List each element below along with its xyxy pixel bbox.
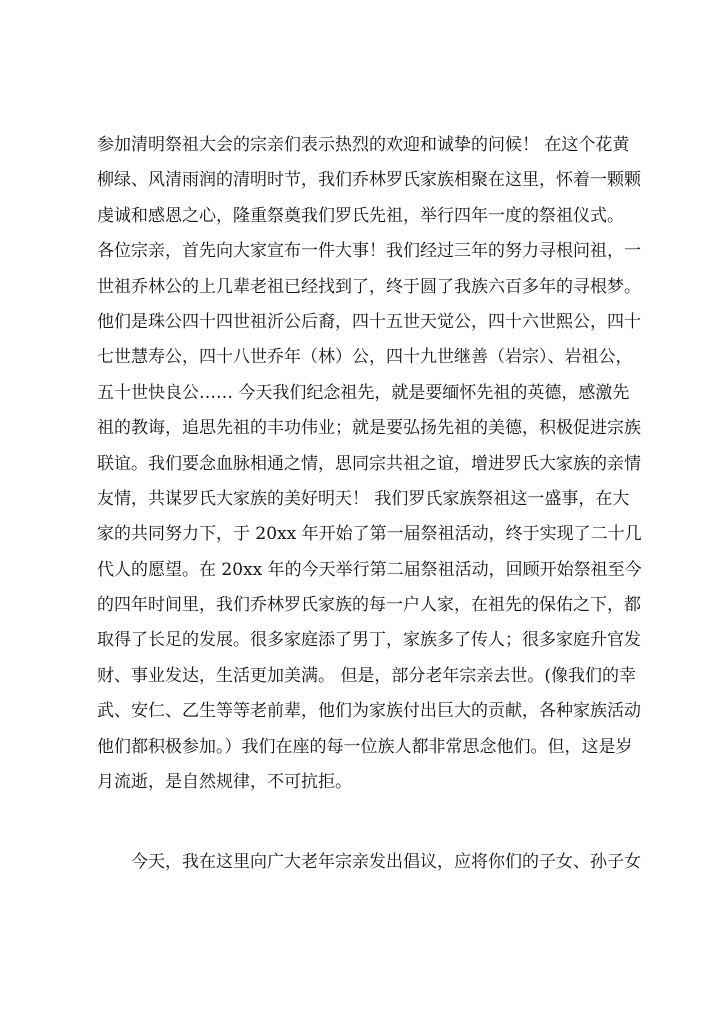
text-line: 联谊。我们要念血脉相通之情，思同宗共祖之谊，增进罗氏大家族的亲情 (97, 453, 641, 474)
text-line: 参加清明祭祖大会的宗亲们表示热烈的欢迎和诚挚的问候！ 在这个花黄 (97, 135, 630, 155)
body-paragraph-2 (0, 845, 720, 880)
text-line: 友情，共谋罗氏大家族的美好明天！ 我们罗氏家族祭祖这一盛事，在大 (97, 488, 630, 509)
text-line: 月流逝，是自然规律，不可抗拒。 (97, 772, 352, 793)
text-line: 七世慧寿公，四十八世乔年（林）公，四十九世继善（岩宗）、岩祖公， (97, 347, 633, 368)
text-line: 代人的愿望。在 20xx 年的今天举行第二届祭祖活动，回顾开始祭祖至今 (97, 559, 642, 580)
text-line: 五十世快良公…… 今天我们纪念祖先，就是要缅怀先祖的英德，感激先 (97, 382, 630, 403)
text-line: 家的共同努力下，于 20xx 年开始了第一届祭祖活动，终于实现了二十几 (97, 524, 642, 545)
text-line: 财、事业发达，生活更加美满。 但是，部分老年宗亲去世。(像我们的幸 (97, 665, 637, 686)
body-paragraph-1 (0, 128, 720, 800)
text-line: 他们都积极参加。）我们在座的每一位族人都非常思念他们。但，这是岁 (97, 736, 633, 757)
text-line: 取得了长足的发展。很多家庭添了男丁，家族多了传人；很多家庭升官发 (97, 630, 641, 651)
text-line: 虔诚和感恩之心，隆重祭奠我们罗氏先祖，举行四年一度的祭祖仪式。 (97, 205, 624, 226)
text-line: 今天，我在这里向广大老年宗亲发出倡议，应将你们的子女、孙子女 (131, 852, 641, 872)
text-line: 武、安仁、乙生等等老前辈，他们为家族付出巨大的贡献，各种家族活动 (97, 701, 641, 722)
text-line: 各位宗亲，首先向大家宣布一件大事！我们经过三年的努力寻根问祖，一 (97, 241, 641, 262)
text-line: 柳绿、风清雨润的清明时节，我们乔林罗氏家族相聚在这里，怀着一颗颗 (97, 170, 641, 191)
text-line: 世祖乔林公的上几辈老祖已经找到了，终于圆了我族六百多年的寻根梦。 (97, 276, 641, 297)
text-line: 的四年时间里，我们乔林罗氏家族的每一户人家，在祖先的保佑之下，都 (97, 595, 641, 616)
text-line: 他们是珠公四十四世祖沂公后裔，四十五世天觉公，四十六世熙公，四十 (97, 311, 641, 332)
text-line: 祖的教诲，追思先祖的丰功伟业；就是要弘扬先祖的美德，积极促进宗族 (97, 418, 641, 439)
